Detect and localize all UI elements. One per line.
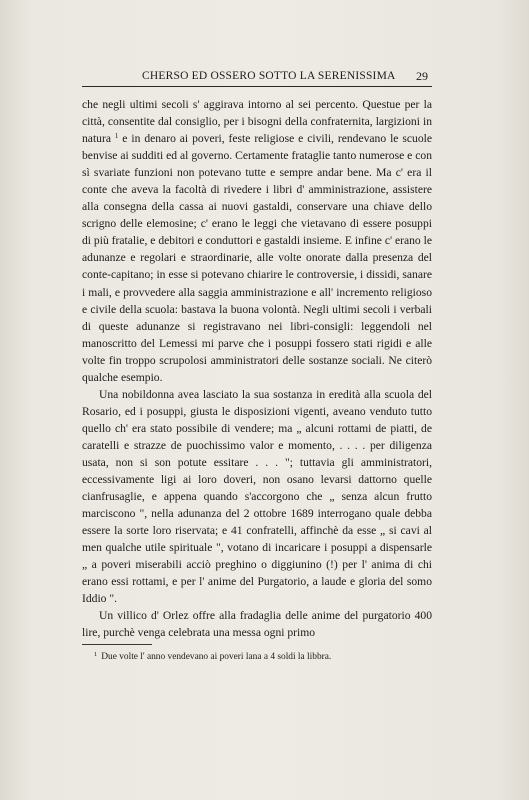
footnote-divider [82, 644, 152, 645]
page-number: 29 [416, 69, 428, 83]
paragraph: Una nobildonna avea lasciato la sua sostanza in eredità alla scuola del Rosario, ed i posuppi, giusta le disposizioni vigenti, aveano venduto tutto quello ch' era stato possibile di vendere; ma „ alcuni rottami de piatti, de caratelli e strazze de puochissimo valor e momento, . . . . per diligenza usata, non si son potute essitare . . . "; tuttavia gli amministratori, eccessivamente ligi ai loro doveri, non osano levarsi dattorno quelle cianfrusaglie, e appena quando s'accorgono che „ senza alcun frutto marciscono ", nella adunanza del 2 ottobre 1689 interrogano quale debba essere la sorte loro riservata; e 41 confratelli, affinchè da esse „ si cavi al men qualche utile spirituale ", votano di incaricare i posuppi a dispensarle „ a poveri miserabili acciò preghino o diggiunino (!) per l' anima di chi erano essi rottami, e per l' anime del Purgatorio, a laude e gloria del somo Iddio ". [82, 387, 432, 606]
main-text [82, 96, 432, 642]
footnote-text: Due volte l' anno vendevano ai poveri lana a 4 soldi la libbra. [101, 652, 332, 662]
footnote-reference: 1 [114, 132, 119, 141]
footnote-marker: 1 [94, 651, 98, 658]
running-title: CHERSO ED OSSERO SOTTO LA SERENISSIMA [142, 70, 396, 82]
paragraph: che negli ultimi secoli s' aggirava intorno al sei percento. Questue per la città, consentite dal consiglio, per i bisogni della confraternita, largizioni in natura $^1$ e in denaro ai poveri, feste religiose e civili, rendevano le scuole benvise ai sudditi ed al governo. Certamente frataglie tanto numerose e con sì svariate funzioni non potevano tutte e sempre andar bene. Ma c' era il conte che aveva la facoltà di rivedere i libri d' amministrazione, assistere alla consegna della cassa ai nuovi gastaldi, conservare una chiave dello scrigno delle elemosine; c' erano le leggi che vietavano di essere posuppi di più fratalie, e debitori e conduttori e gastaldi insieme. E infine c' erano le adunanze e regolari e straordinarie, alle volte onorate dalla presenza del conte-capitano; in esse si potevano chiarire le controversie, i dissidi, sanare i mali, e provvedere alla saggia amministrazione e all' incremento religioso e civile della scuola: bastava la buona volontà. Negli ultimi secoli i verbali di queste adunanze si registravano nei libri-consigli: leggendoli nel manoscritto del Lemessi mi parve che i posuppi fossero stati rigidi e alle volte fin troppo scrupolosi amministratori delle sostanze sociali. Ne citerò qualche esempio. [82, 98, 432, 384]
paragraph: Un villico d' Orlez offre alla fradaglia delle anime del purgatorio 400 lire, purchè venga celebrata una messa ogni primo [82, 609, 432, 640]
page-header [82, 66, 432, 87]
footnote [94, 651, 434, 663]
